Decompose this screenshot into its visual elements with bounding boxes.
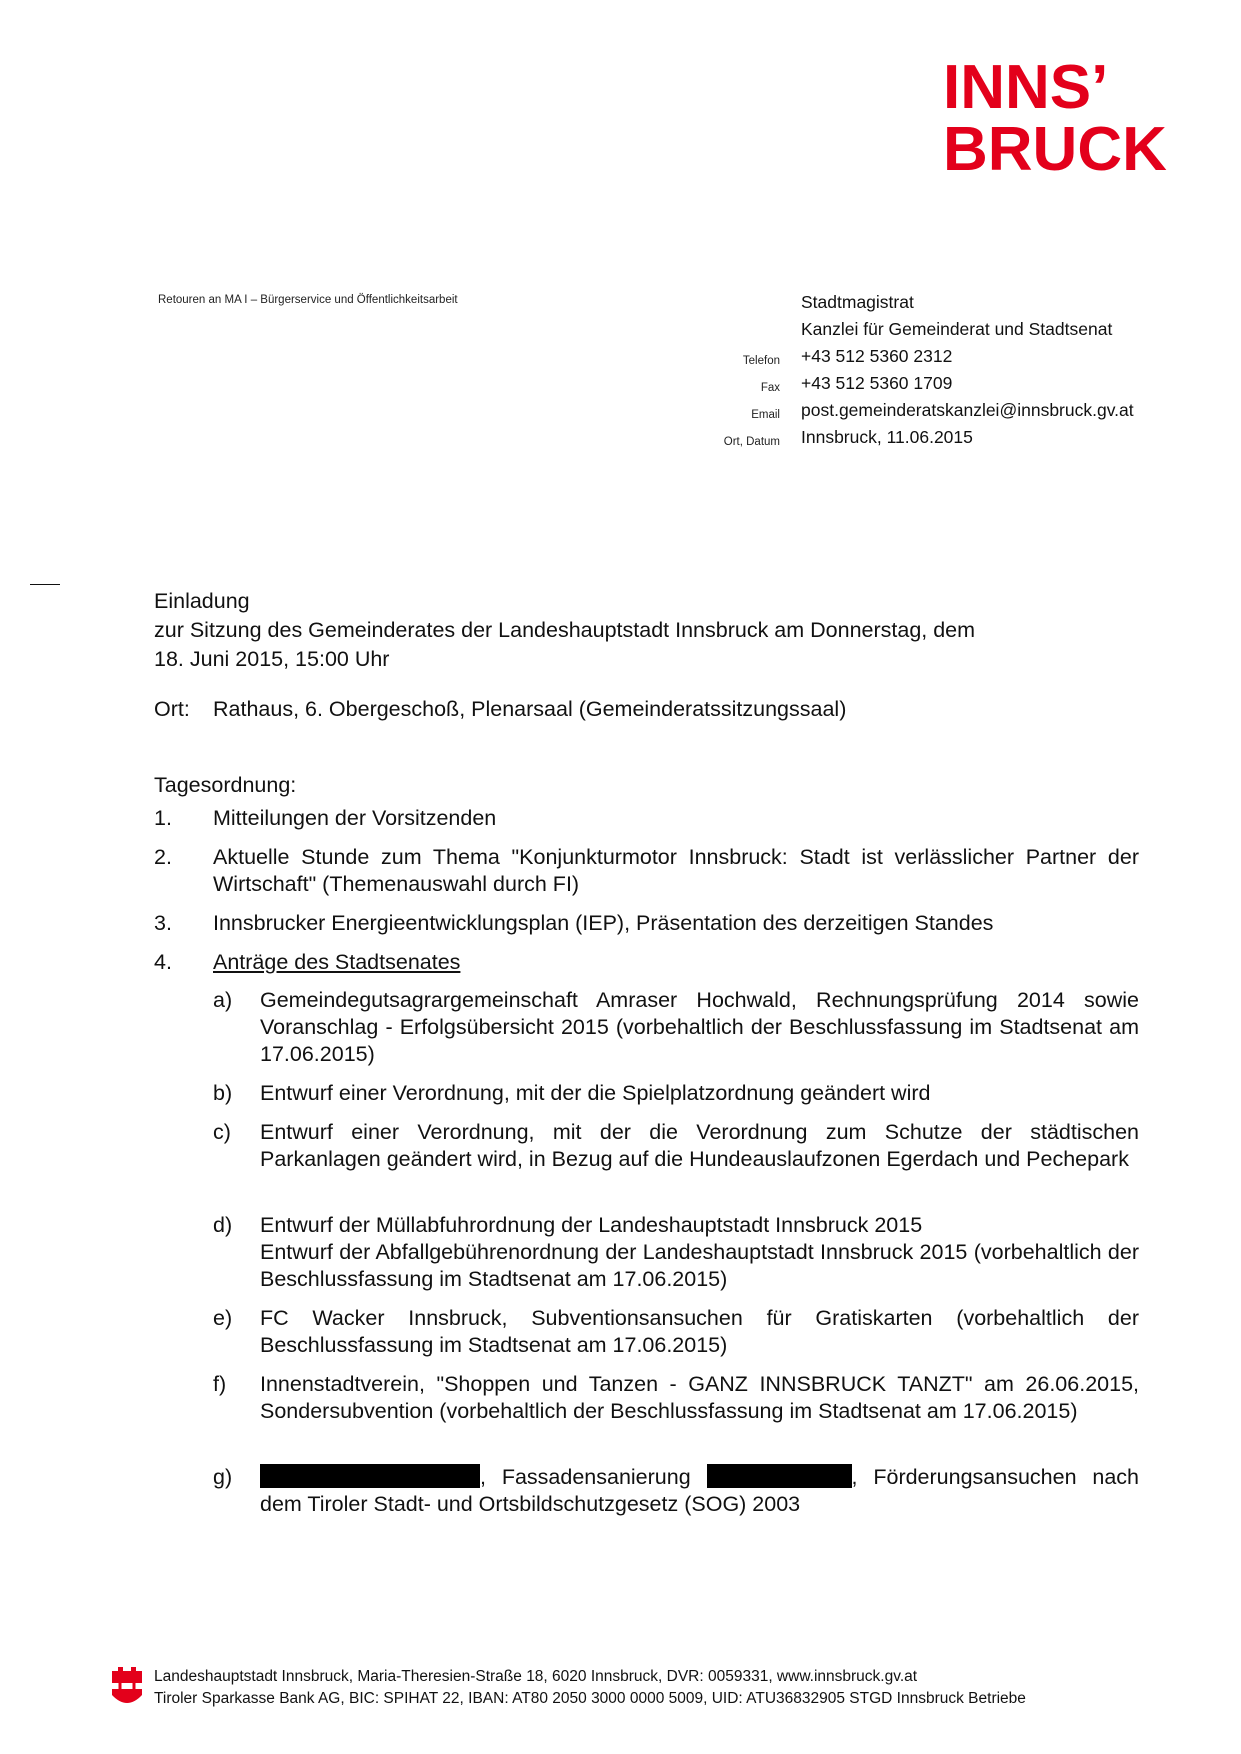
redaction-bar	[707, 1464, 852, 1488]
item-text: Aktuelle Stunde zum Thema "Konjunkturmotor Innsbruck: Stadt ist verlässlicher Partner der Wirtschaft" (Themenauswahl durch FI)	[213, 845, 1139, 896]
subitem-text-part1: , Fassadensanierung	[480, 1465, 691, 1489]
footer-bank: Tiroler Sparkasse Bank AG, BIC: SPIHAT 22, IBAN: AT80 2050 3000 0000 5009, UID: ATU36832905 STGD Innsbruck Betriebe	[154, 1690, 1026, 1707]
office: Kanzlei für Gemeinderat und Stadtsenat	[801, 319, 1113, 339]
item-number: 2.	[154, 845, 172, 869]
agenda-item	[154, 910, 1139, 937]
agenda-subitem	[213, 1464, 1139, 1518]
agenda-item	[154, 949, 1139, 976]
item-text: Anträge des Stadtsenates	[213, 950, 461, 974]
fold-mark	[30, 584, 60, 585]
item-text: Innsbrucker Energieentwicklungsplan (IEP), Präsentation des derzeitigen Standes	[213, 911, 994, 935]
contact-block	[690, 292, 1200, 454]
location	[154, 697, 847, 722]
footer-address: Landeshauptstadt Innsbruck, Maria-Theresien-Straße 18, 6020 Innsbruck, DVR: 0059331, www.innsbruck.gv.at	[154, 1668, 918, 1685]
subitem-letter: d)	[213, 1213, 233, 1237]
subitem-text: Entwurf einer Verordnung, mit der die Verordnung zum Schutze der städtischen Parkanlagen geändert wird, in Bezug auf die Hundeauslaufzonen Egerdach und Pechepark	[260, 1120, 1139, 1171]
invitation-datetime: 18. Juni 2015, 15:00 Uhr	[154, 647, 390, 671]
invitation-text: zur Sitzung des Gemeinderates der Landeshauptstadt Innsbruck am Donnerstag, dem	[154, 618, 976, 642]
subitem-text: Entwurf der Abfallgebührenordnung der Landeshauptstadt Innsbruck 2015 (vorbehaltlich der Beschlussfassung im Stadtsenat am 17.06.2015)	[260, 1240, 1139, 1291]
subitem-text: Gemeindegutsagrargemeinschaft Amraser Hochwald, Rechnungsprüfung 2014 sowie Voranschlag - Erfolgsübersicht 2015 (vorbehaltlich der Beschlussfassung im Stadtsenat am 17.06.2015)	[260, 988, 1139, 1066]
return-address: Retouren an MA I – Bürgerservice und Öffentlichkeitsarbeit	[158, 294, 458, 306]
agenda-heading: Tagesordnung:	[154, 773, 297, 797]
agenda-subitem	[213, 1119, 1139, 1173]
agenda-item	[154, 805, 1139, 832]
place-date-value: Innsbruck, 11.06.2015	[801, 427, 973, 447]
subitem-letter: f)	[213, 1372, 227, 1396]
phone-label: Telefon	[742, 355, 780, 367]
item-number: 1.	[154, 806, 172, 830]
subitem-text: Entwurf einer Verordnung, mit der die Spielplatzordnung geändert wird	[260, 1081, 931, 1105]
svg-text:INNS’: INNS’	[943, 56, 1109, 122]
invitation-title: Einladung	[154, 589, 250, 613]
department: Stadtmagistrat	[801, 292, 914, 312]
fax-label: Fax	[760, 382, 780, 394]
agenda-subitem	[213, 1371, 1139, 1425]
agenda-subitem	[213, 1305, 1139, 1359]
subitem-letter: a)	[213, 988, 233, 1012]
subitem-letter: g)	[213, 1465, 233, 1489]
item-number: 4.	[154, 950, 172, 974]
subitem-letter: c)	[213, 1120, 231, 1144]
subitem-text: FC Wacker Innsbruck, Subventionsansuchen für Gratiskarten (vorbehaltlich der Beschlussfassung im Stadtsenat am 17.06.2015)	[260, 1306, 1139, 1357]
place-date-label: Ort, Datum	[723, 436, 780, 448]
agenda-item	[154, 844, 1139, 898]
subitem-text-part2: , Förderungsansuchen nach dem Tiroler Stadt- und Ortsbildschutzgesetz (SOG) 2003	[260, 1465, 1140, 1516]
email-label: Email	[751, 409, 780, 421]
subitem-letter: b)	[213, 1081, 233, 1105]
agenda-subitem	[213, 987, 1139, 1068]
agenda-subitem	[213, 1080, 1139, 1107]
subitem-text-line1: Entwurf der Müllabfuhrordnung der Landeshauptstadt Innsbruck 2015	[260, 1213, 923, 1237]
location-value: Rathaus, 6. Obergeschoß, Plenarsaal (Gemeinderatssitzungssaal)	[213, 697, 847, 721]
phone-value: +43 512 5360 2312	[801, 346, 953, 366]
email-value: post.gemeinderatskanzlei@innsbruck.gv.at	[801, 400, 1134, 420]
innsbruck-bridge-icon	[110, 1667, 144, 1707]
subitem-text: Innenstadtverein, "Shoppen und Tanzen - GANZ INNSBRUCK TANZT" am 26.06.2015, Sondersubvention (vorbehaltlich der Beschlussfassung im Stadtsenat am 17.06.2015)	[260, 1372, 1139, 1423]
invitation	[154, 587, 1134, 674]
location-label: Ort:	[154, 697, 190, 721]
item-number: 3.	[154, 911, 172, 935]
subitem-letter: e)	[213, 1306, 233, 1330]
redaction-bar	[260, 1464, 480, 1488]
item-text: Mitteilungen der Vorsitzenden	[213, 806, 497, 830]
agenda-subitem	[213, 1212, 1139, 1293]
innsbruck-logo	[943, 56, 1191, 174]
fax-value: +43 512 5360 1709	[801, 373, 953, 393]
svg-text:BRUCK: BRUCK	[943, 115, 1167, 174]
